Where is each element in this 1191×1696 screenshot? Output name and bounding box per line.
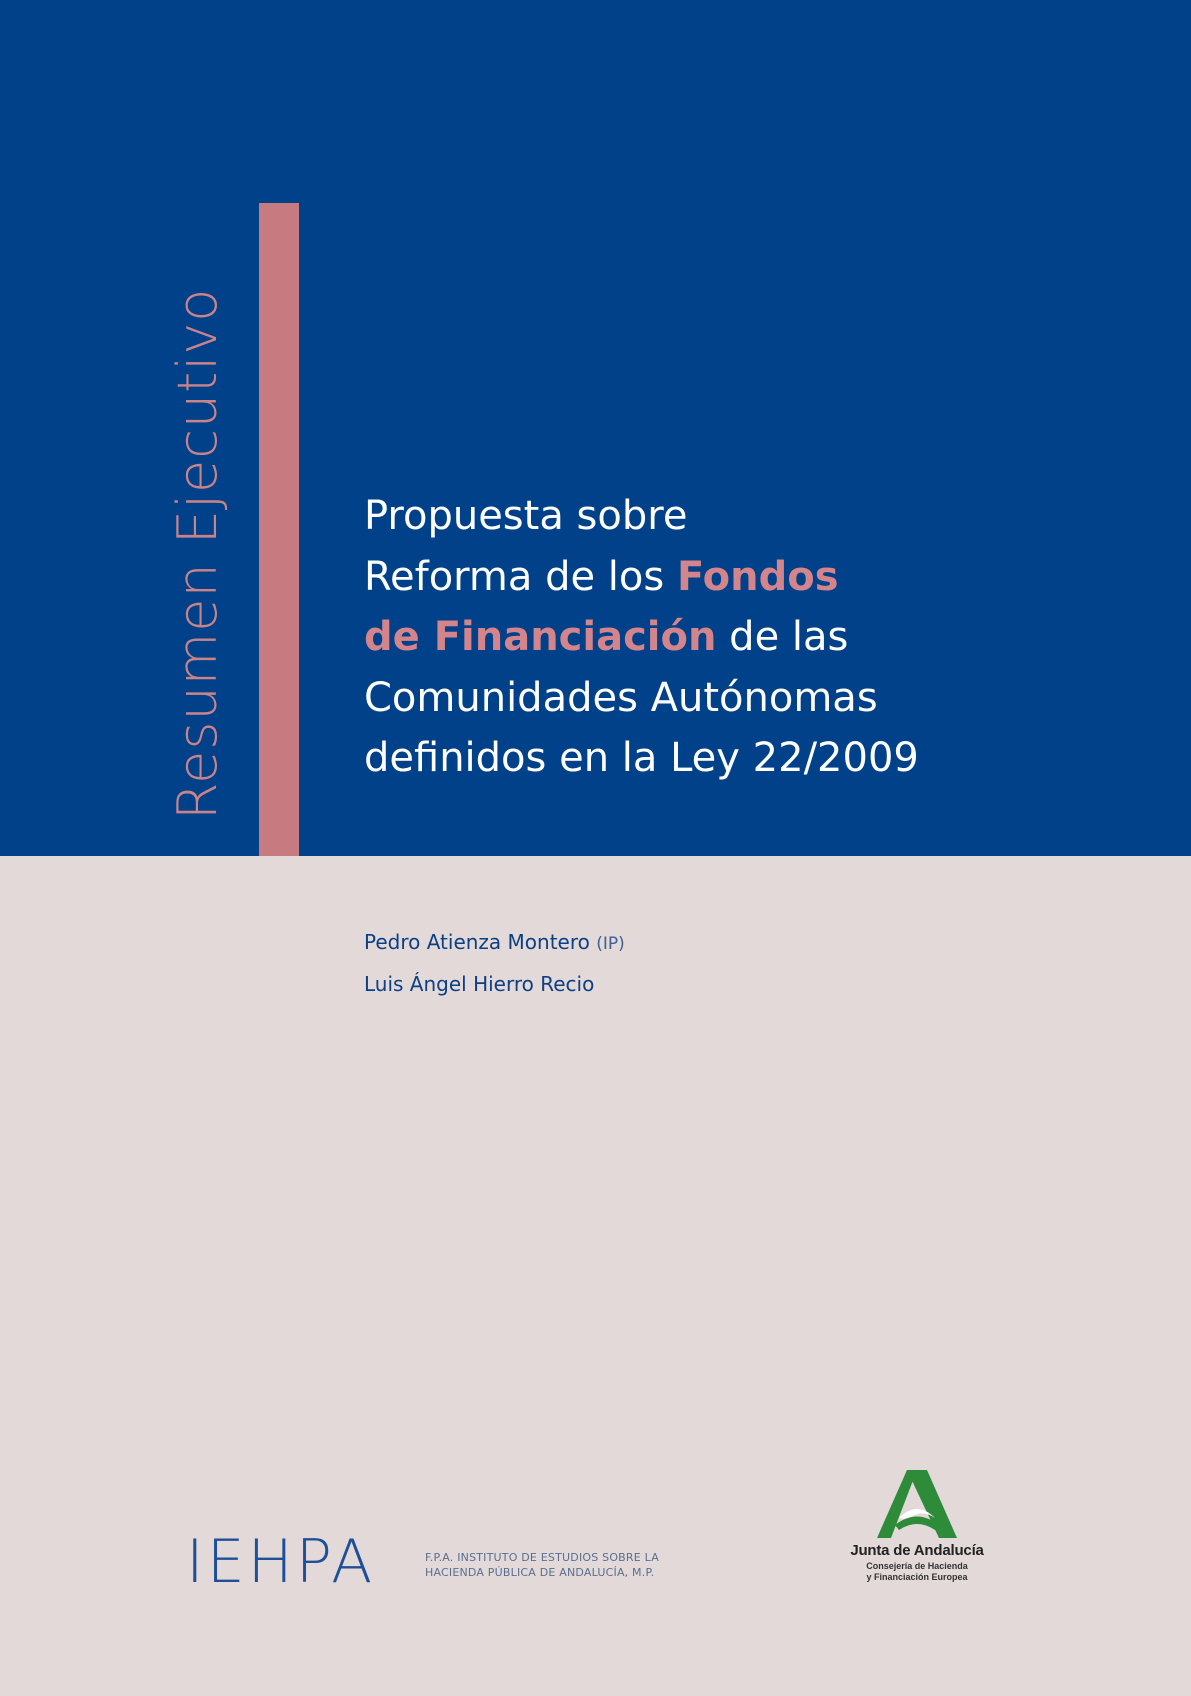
author-2-name: Luis Ángel Hierro Recio <box>364 972 595 996</box>
junta-department <box>842 1561 992 1583</box>
document-title <box>364 486 1164 789</box>
author-2 <box>364 964 625 1004</box>
title-line-3 <box>364 607 1164 668</box>
title-line-2 <box>364 547 1164 608</box>
accent-vertical-bar <box>259 203 299 856</box>
iehpa-institution-name <box>425 1550 659 1580</box>
iehpa-logo: IEHPA <box>186 1527 376 1597</box>
title-line-3-text: de las <box>716 614 849 660</box>
series-label: Resumen Ejecutivo <box>166 287 229 820</box>
junta-sub-line-1: Consejería de Hacienda <box>866 1561 968 1571</box>
title-line-2-text: Reforma de los <box>364 553 677 600</box>
title-highlight-fondos: Fondos <box>676 553 839 600</box>
author-1-name: Pedro Atienza Montero <box>364 930 590 954</box>
title-line-4: Comunidades Autónomas <box>364 674 878 721</box>
junta-a-emblem-icon <box>877 1470 957 1540</box>
author-1 <box>364 922 625 964</box>
title-line-1: Propuesta sobre <box>364 493 688 539</box>
title-highlight-financiacion: de Financiación <box>364 614 717 660</box>
iehpa-line-2: HACIENDA PÚBLICA DE ANDALUCÍA, M.P. <box>425 1566 655 1579</box>
iehpa-line-1: F.P.A. INSTITUTO DE ESTUDIOS SOBRE LA <box>425 1551 659 1564</box>
junta-sub-line-2: y Financiación Europea <box>866 1572 968 1582</box>
junta-name: Junta de Andalucía <box>850 1542 984 1559</box>
junta-andalucia-logo <box>842 1470 992 1583</box>
author-1-role: (IP) <box>596 934 625 954</box>
author-list <box>364 922 625 1004</box>
title-line-5: definidos en la Ley 22/2009 <box>364 735 919 781</box>
